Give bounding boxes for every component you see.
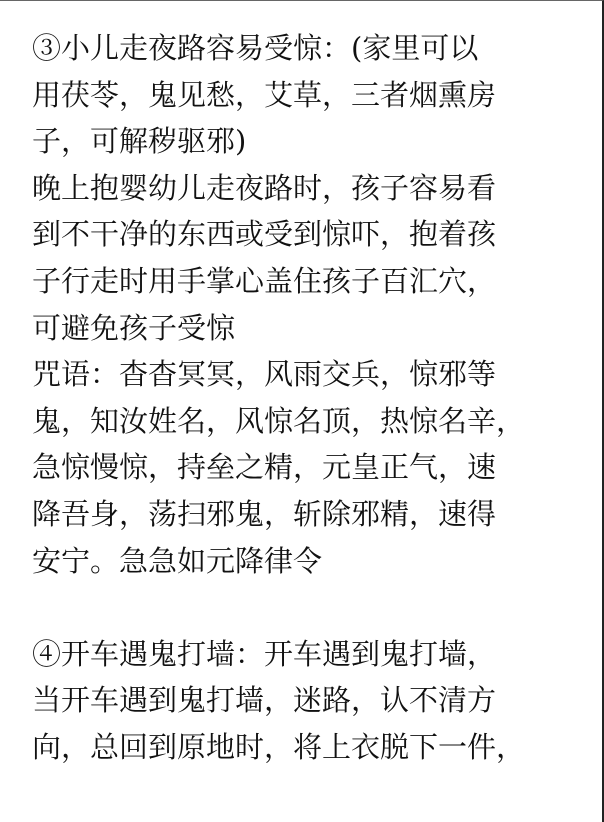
text-line: 晚上抱婴幼儿走夜路时，孩子容易看 <box>32 170 497 205</box>
text-line: ④开车遇鬼打墙：开车遇到鬼打墙， <box>32 636 497 671</box>
text-line: 子，可解秽驱邪) <box>32 124 247 159</box>
text-line: 用茯苓，鬼见愁，艾草，三者烟熏房 <box>32 77 497 112</box>
paragraph-gap <box>32 584 560 631</box>
text-line: 当开车遇到鬼打墙，迷路，认不清方 <box>32 683 497 718</box>
text-line: 咒语：杳杳冥冥，风雨交兵，惊邪等 <box>32 357 497 392</box>
text-line: ③小儿走夜路容易受惊：(家里可以 <box>32 31 479 65</box>
text-line: 鬼，知汝姓名，风惊名顶，热惊名辛， <box>32 403 526 438</box>
text-line: 降吾身，荡扫邪鬼，斩除邪精，速得 <box>32 496 497 531</box>
text-line: 急惊慢惊，持垒之精，元皇正气，速 <box>32 450 497 485</box>
document-body <box>32 25 560 771</box>
text-line: 子行走时用手掌心盖住孩子百汇穴， <box>32 263 497 298</box>
text-line: 安宁。急急如元降律令 <box>32 543 323 578</box>
text-line: 可避免孩子受惊 <box>32 310 236 345</box>
text-line: 到不干净的东西或受到惊吓，抱着孩 <box>32 217 497 252</box>
text-line: 向，总回到原地时，将上衣脱下一件， <box>32 729 526 764</box>
